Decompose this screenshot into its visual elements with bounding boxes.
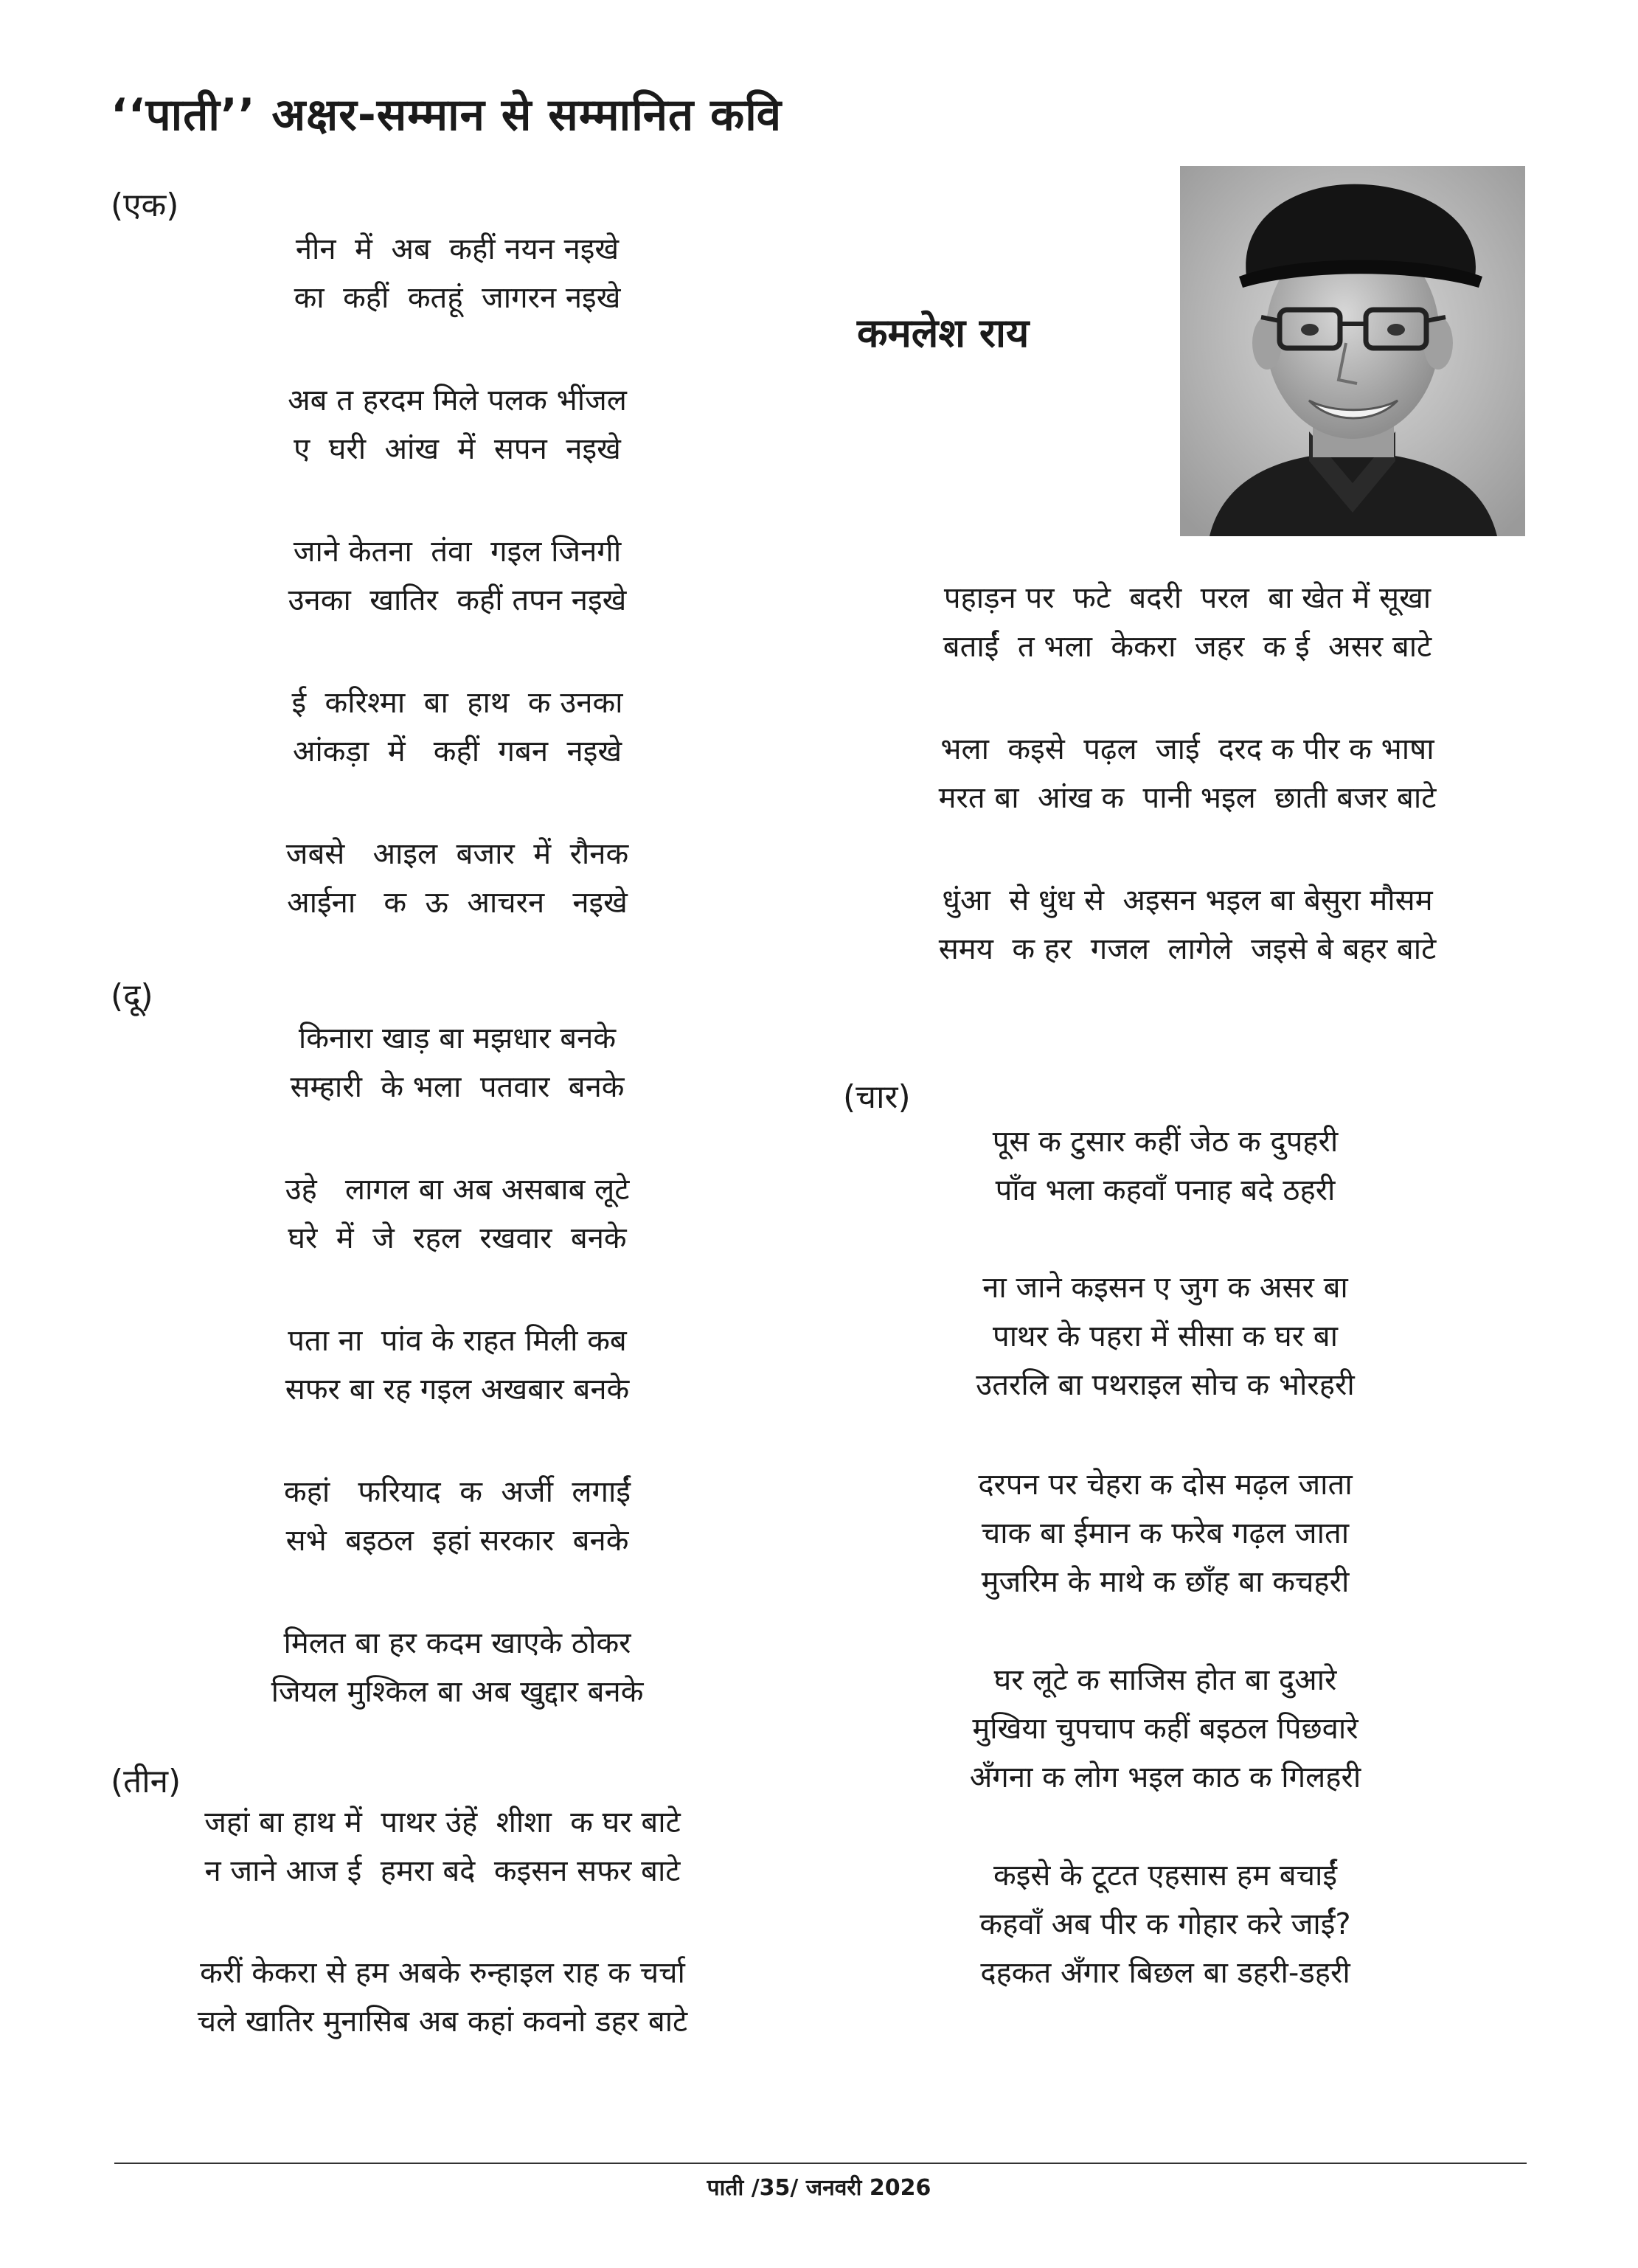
poem-line: अँगना क लोग भइल काठ क गिलहरी xyxy=(969,1761,1361,1794)
poem-line: घरे में जे रहल रखवार बनके xyxy=(288,1221,627,1255)
poem-line: किनारा खाड़ बा मझधार बनके xyxy=(298,1022,617,1055)
poem-line: पूस क टुसार कहीं जेठ क दुपहरी xyxy=(992,1125,1339,1159)
poem-line: ए घरी आंख में सपन नइखे xyxy=(294,432,621,466)
stanza xyxy=(900,1460,1431,1606)
stanza xyxy=(878,725,1497,822)
poem-line: घर लूटे क साजिस होत बा दुआरे xyxy=(993,1663,1337,1697)
poem-line: पाँव भला कहवाँ पनाह बदे ठहरी xyxy=(995,1173,1336,1207)
poem-line: कहां फरियाद क अर्जी लगाईं xyxy=(283,1475,631,1509)
poem-line: करीं केकरा से हम अबके रुन्हाइल राह क चर्चा xyxy=(200,1956,685,1990)
poem-line: जाने केतना तंवा गइल जिनगी xyxy=(293,535,622,569)
stanza xyxy=(236,1619,679,1716)
stanza xyxy=(900,1656,1431,1802)
stanza xyxy=(236,1014,679,1112)
poem-line: पहाड़न पर फटे बदरी परल बा खेत में सूखा xyxy=(943,581,1431,615)
poem-line: पता ना पांव के राहत मिली कब xyxy=(288,1324,627,1358)
poem-line: का कहीं कतहूं जागरन नइखे xyxy=(294,281,621,315)
footer-divider xyxy=(114,2163,1527,2164)
poem-line: सम्हारी के भला पतवार बनके xyxy=(290,1070,625,1104)
poem-line: जहां बा हाथ में पाथर उंहें शीशा क घर बाटे xyxy=(204,1806,681,1839)
poem-line: आंकड़ा में कहीं गबन नइखे xyxy=(292,735,622,769)
poem-line: धुंआ से धुंध से अइसन भइल बा बेसुरा मौसम xyxy=(942,884,1433,918)
stanza xyxy=(236,376,679,474)
poem-line: ना जाने कइसन ए जुग क असर बा xyxy=(982,1271,1348,1305)
poem-line: दहकत अँगार बिछल बा डहरी-डहरी xyxy=(980,1956,1350,1990)
section-label-char: (चार) xyxy=(843,1078,911,1116)
poet-name: कमलेश राय xyxy=(857,310,1030,356)
poem-line: अब त हरदम मिले पलक भींजल xyxy=(288,384,627,417)
poet-portrait xyxy=(1180,166,1525,536)
poem-line: उहे लागल बा अब असबाब लूटे xyxy=(285,1173,630,1207)
poem-line: मिलत बा हर कदम खाएके ठोकर xyxy=(283,1626,631,1660)
stanza xyxy=(236,679,679,776)
poem-line: बताईं त भला केकरा जहर क ई असर बाटे xyxy=(943,630,1432,664)
stanza xyxy=(236,225,679,322)
section-label-teen: (तीन) xyxy=(111,1763,181,1800)
poem-line: कहवाँ अब पीर क गोहार करे जाईं? xyxy=(979,1907,1351,1941)
poem-line: जबसे आइल बजार में रौनक xyxy=(285,837,629,871)
section-label-doo: (दू) xyxy=(111,977,153,1015)
stanza xyxy=(878,876,1497,974)
stanza xyxy=(878,574,1497,671)
poem-line: नीन में अब कहीं नयन नइखे xyxy=(295,232,620,266)
poem-line: ई करिश्मा बा हाथ क उनका xyxy=(291,686,623,720)
poem-line: कइसे के टूटत एहसास हम बचाईं xyxy=(993,1859,1337,1893)
poem-line: समय क हर गजल लागेले जइसे बे बहर बाटे xyxy=(938,932,1437,966)
poem-line: उनका खातिर कहीं तपन नइखे xyxy=(288,583,627,617)
poem-line: सभे बइठल इहां सरकार बनके xyxy=(285,1524,629,1558)
stanza xyxy=(236,1317,679,1414)
poem-line: उतरलि बा पथराइल सोच क भोरहरी xyxy=(976,1368,1355,1402)
poem-line: सफर बा रह गइल अखबार बनके xyxy=(285,1373,630,1407)
stanza xyxy=(148,1798,738,1896)
section-label-ek: (एक) xyxy=(111,187,179,224)
stanza xyxy=(236,527,679,625)
stanza xyxy=(900,1851,1431,1997)
poem-line: दरपन पर चेहरा क दोस मढ़ल जाता xyxy=(978,1468,1353,1502)
stanza xyxy=(900,1263,1431,1409)
page-footer: पाती /35/ जनवरी 2026 xyxy=(707,2175,931,2201)
stanza xyxy=(236,1165,679,1263)
poem-line: चाक बा ईमान क फरेब गढ़ल जाता xyxy=(981,1516,1350,1550)
poem-line: जियल मुश्किल बा अब खुद्दार बनके xyxy=(271,1675,644,1709)
poem-line: मुखिया चुपचाप कहीं बइठल पिछवारे xyxy=(972,1712,1358,1746)
stanza xyxy=(236,830,679,927)
poem-line: मुजरिम के माथे क छाँह बा कचहरी xyxy=(981,1565,1350,1599)
poem-line: न जाने आज ई हमरा बदे कइसन सफर बाटे xyxy=(204,1854,681,1888)
page-title: ‘‘पाती’’ अक्षर-सम्मान से सम्मानित कवि xyxy=(111,89,782,141)
stanza xyxy=(236,1468,679,1565)
stanza xyxy=(900,1117,1431,1215)
poem-line: पाथर के पहरा में सीसा क घर बा xyxy=(992,1319,1339,1353)
poem-line: भला कइसे पढ़ल जाई दरद क पीर क भाषा xyxy=(940,732,1434,766)
poem-line: मरत बा आंख क पानी भइल छाती बजर बाटे xyxy=(938,781,1437,815)
stanza xyxy=(148,1949,738,2046)
poem-line: आईना क ऊ आचरन नइखे xyxy=(287,886,628,920)
poem-line: चले खातिर मुनासिब अब कहां कवनो डहर बाटे xyxy=(197,2005,688,2039)
